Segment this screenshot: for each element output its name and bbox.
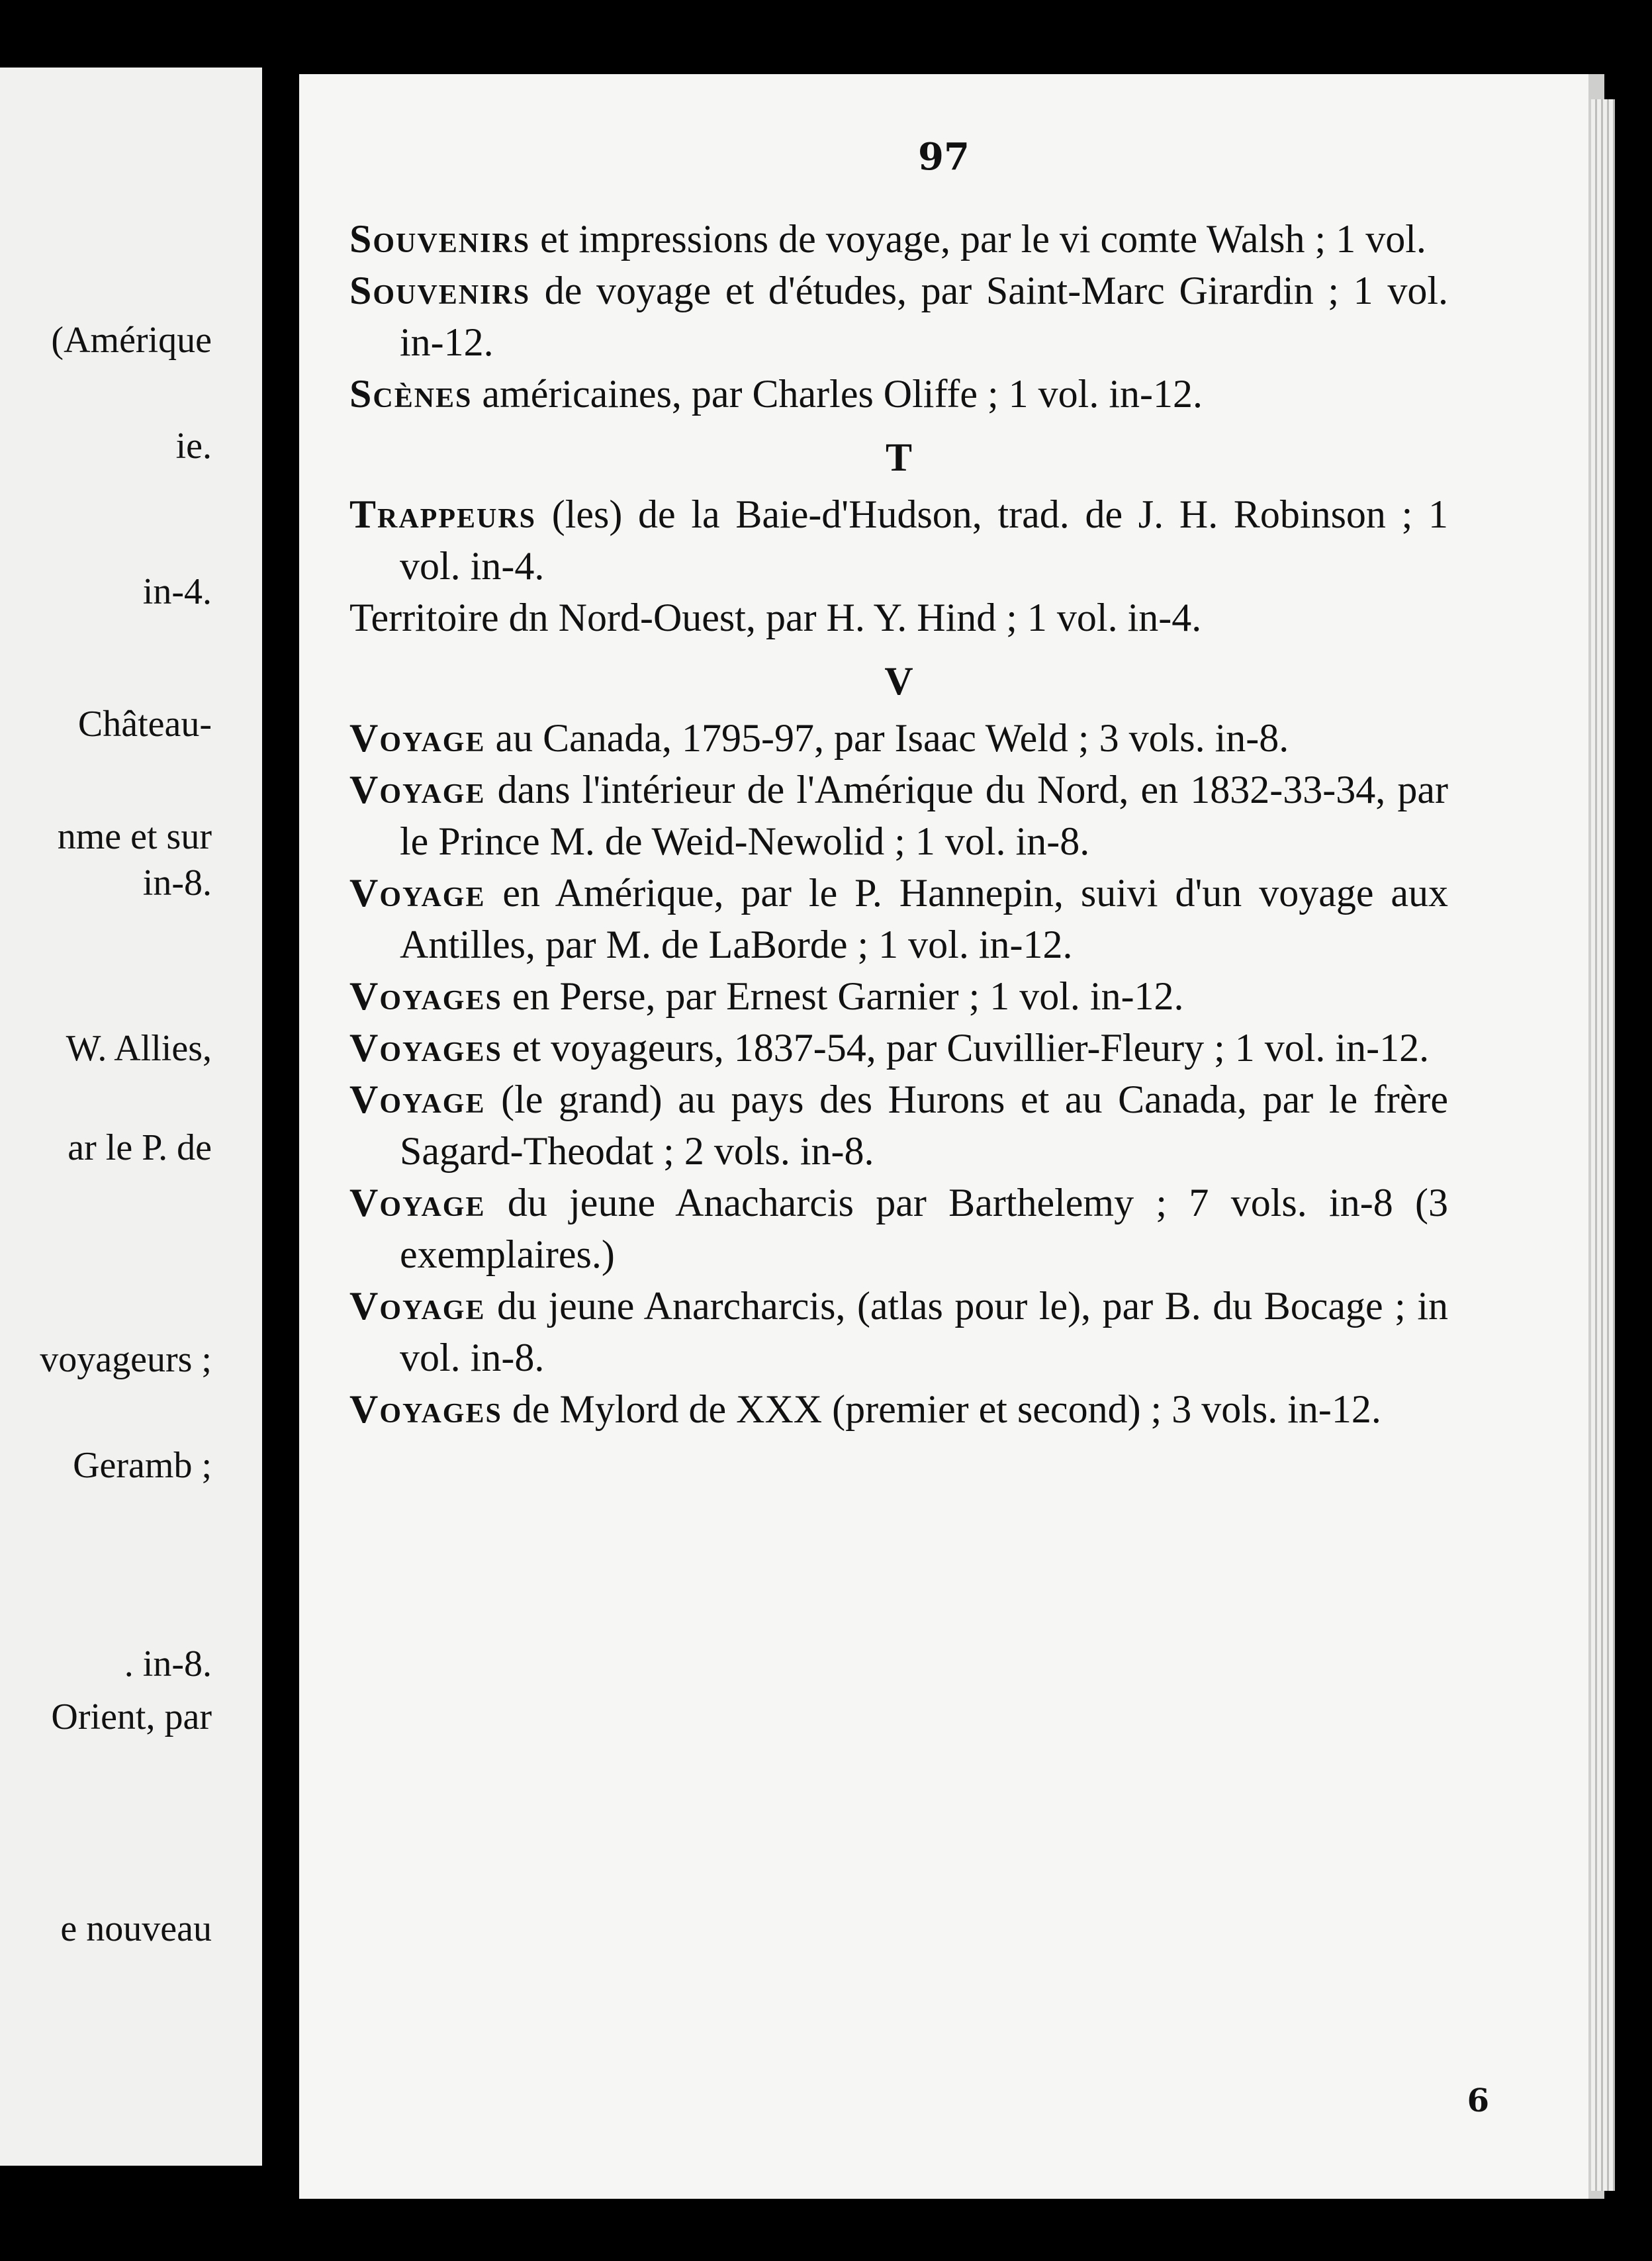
entry-heading: Scènes — [349, 372, 473, 416]
left-page-fragment: ar le P. de — [68, 1127, 212, 1168]
entry-text: (le grand) au pays des Hurons et au Canada, par le frère Sagard-Theodat ; 2 vols. in-8. — [400, 1078, 1448, 1173]
catalog-entry — [349, 592, 1448, 643]
entry-text: en Perse, par Ernest Garnier ; 1 vol. in-12. — [502, 974, 1184, 1018]
catalog-entry — [349, 488, 1448, 592]
catalog-entry — [349, 1022, 1448, 1074]
entry-heading: Voyage — [349, 1284, 486, 1328]
entry-text: américaines, par Charles Oliffe ; 1 vol. in-12. — [472, 372, 1203, 416]
entry-text: en Amérique, par le P. Hannepin, suivi d'un voyage aux Antilles, par M. de LaBorde ; 1 vol. in-12. — [400, 871, 1448, 966]
left-page — [0, 68, 262, 2166]
catalog-entry — [349, 265, 1448, 368]
entry-text: et voyageurs, 1837-54, par Cuvillier-Fleury ; 1 vol. in-12. — [502, 1026, 1430, 1070]
entry-text: du jeune Anarcharcis, (atlas pour le), par B. du Bocage ; in vol. in-8. — [400, 1284, 1448, 1379]
catalog-entry — [349, 764, 1448, 867]
entry-text: de Mylord de XXX (premier et second) ; 3 vols. in-12. — [502, 1387, 1381, 1431]
left-page-fragment: ie. — [175, 426, 212, 467]
left-page-fragment: Orient, par — [51, 1696, 212, 1737]
entry-heading: Souvenirs — [349, 269, 531, 312]
signature-mark: 6 — [1467, 2082, 1489, 2119]
entry-heading: Voyage — [349, 1078, 486, 1121]
catalog-entry — [349, 213, 1448, 265]
entry-text: au Canada, 1795-97, par Isaac Weld ; 3 vols. in-8. — [485, 716, 1289, 760]
catalog-entry — [349, 867, 1448, 970]
entry-heading: Voyage — [349, 716, 486, 760]
entry-heading: Trappeurs — [349, 492, 537, 536]
catalog-entry — [349, 1383, 1448, 1435]
entry-text: Territoire dn Nord-Ouest, par H. Y. Hind ; 1 vol. in-4. — [349, 596, 1202, 639]
left-page-fragment: voyageurs ; — [40, 1339, 212, 1380]
catalog-entry — [349, 368, 1448, 420]
left-page-fragment: e nouveau — [60, 1908, 212, 1949]
entry-heading: Voyages — [349, 1387, 502, 1431]
left-page-fragment: Château- — [77, 704, 212, 745]
catalog-entry — [349, 1280, 1448, 1383]
left-page-fragment: W. Allies, — [66, 1028, 212, 1069]
left-page-fragment: nme et sur — [57, 816, 212, 857]
entry-text: dans l'intérieur de l'Amérique du Nord, en 1832-33-34, par le Prince M. de Weid-Newolid ; 1 vol. in-8. — [400, 768, 1448, 863]
entry-heading: Voyages — [349, 974, 502, 1018]
section-letter: V — [884, 659, 913, 703]
left-page-fragment: . in-8. — [124, 1643, 212, 1684]
entry-heading: Souvenirs — [349, 217, 531, 261]
entry-text: et impressions de voyage, par le vi comte Walsh ; 1 vol. — [530, 217, 1426, 261]
left-page-fragment: in-4. — [142, 571, 212, 612]
section-letter: T — [885, 436, 913, 479]
catalog-entry — [349, 1177, 1448, 1280]
entry-text: de voyage et d'études, par Saint-Marc Girardin ; 1 vol. in-12. — [400, 269, 1448, 364]
catalog-entry — [349, 1074, 1448, 1177]
entry-list — [349, 213, 1448, 1435]
entry-text: du jeune Anacharcis par Barthelemy ; 7 vols. in-8 (3 exemplaires.) — [400, 1181, 1448, 1276]
entry-heading: Voyage — [349, 1181, 486, 1224]
entry-text: (les) de la Baie-d'Hudson, trad. de J. H. Robinson ; 1 vol. in-4. — [400, 492, 1448, 588]
entry-heading: Voyages — [349, 1026, 502, 1070]
entry-heading: Voyage — [349, 871, 486, 915]
page-number: 97 — [918, 135, 970, 179]
left-page-fragment: Geramb ; — [73, 1445, 212, 1486]
right-page — [299, 74, 1604, 2199]
left-page-fragment: in-8. — [142, 862, 212, 903]
catalog-entry — [349, 712, 1448, 764]
page-stack-edge — [1591, 99, 1615, 2191]
left-page-fragment: (Amérique — [51, 320, 212, 361]
catalog-entry — [349, 970, 1448, 1022]
entry-heading: Voyage — [349, 768, 486, 811]
